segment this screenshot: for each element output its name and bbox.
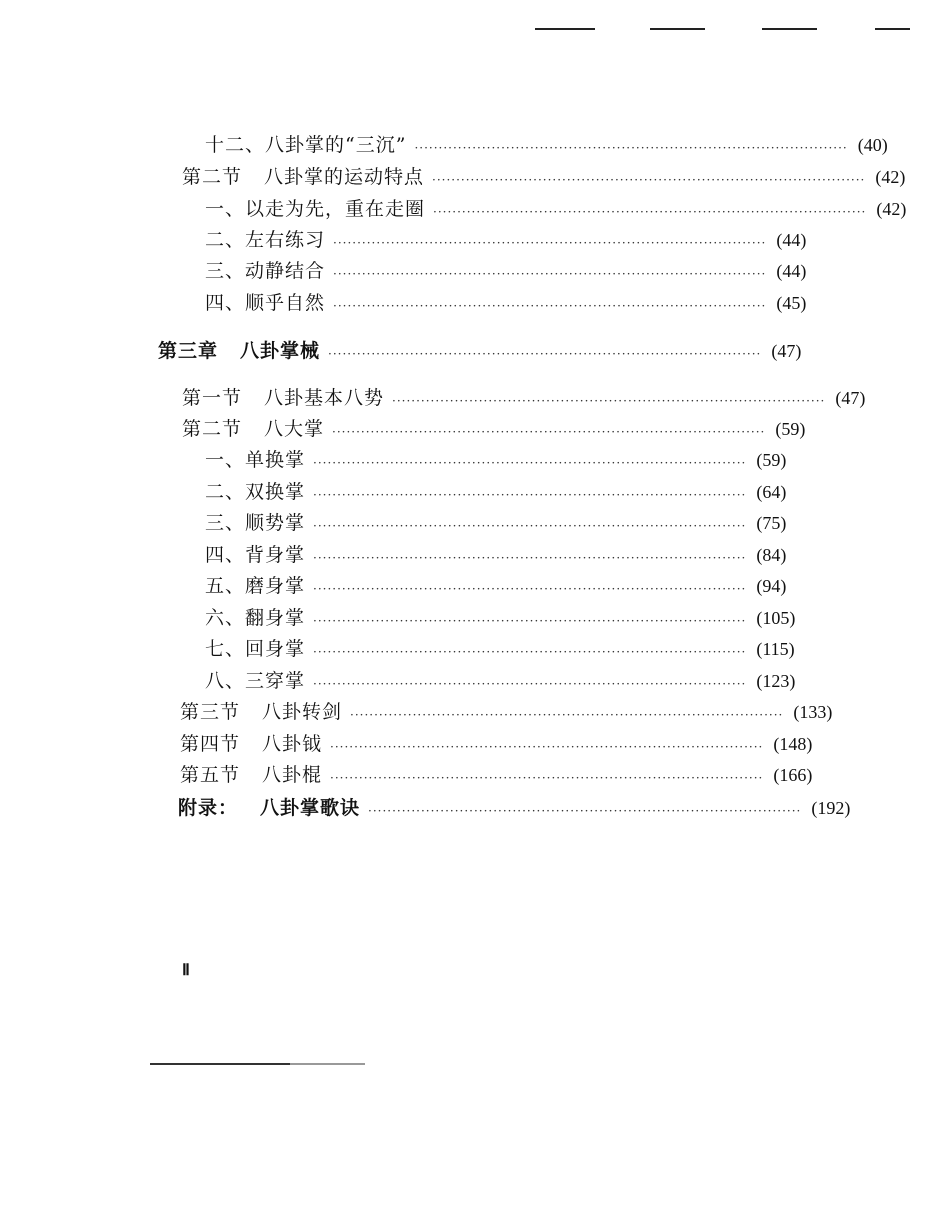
dot-leader: ·························································································· [330,740,764,754]
toc-entry-label: 第三章 [158,340,219,362]
dot-leader: ·························································································· [313,551,747,565]
toc-entry-page: (94) [756,576,787,596]
toc-entry-label: 一、单换掌 [205,449,306,471]
toc-entry-label: 五、磨身掌 [205,575,306,597]
toc-entry-page: (42) [875,167,906,187]
dot-leader: ·························································································· [333,299,767,313]
toc-entry-title: 八卦掌的运动特点 [264,166,425,188]
toc-entry-page: (75) [756,513,787,533]
toc-entry[interactable] [205,572,787,600]
toc-entry-label: 六、翻身掌 [205,607,306,629]
toc-entry-page: (148) [773,734,813,754]
toc-entry[interactable] [205,667,796,695]
toc-entry-label: 第二节 [182,166,243,188]
toc-entry-label: 四、背身掌 [205,544,306,566]
toc-entry-label: 四、顺乎自然 [205,292,326,314]
toc-entry-label: 三、顺势掌 [205,512,306,534]
toc-section-entry[interactable] [182,384,866,412]
toc-entry-label: 八、三穿掌 [205,670,306,692]
toc-entry[interactable] [205,131,888,159]
toc-entry-title: 八卦掌歌诀 [260,797,361,819]
dot-leader: ·························································································· [313,645,747,659]
toc-entry-title: 八卦掌械 [240,340,321,362]
toc-entry-page: (59) [756,450,787,470]
top-rule-4 [875,28,910,30]
dot-leader: ·························································································· [368,804,802,818]
toc-entry-label: 第三节 [180,701,241,723]
dot-leader: ·························································································· [313,614,747,628]
page-number: Ⅱ [182,962,190,979]
toc-entry[interactable] [205,446,787,474]
toc-entry-page: (40) [857,135,888,155]
toc-entry-label: 十二、八卦掌的“三沉” [205,134,407,156]
toc-entry-label: 第一节 [182,387,243,409]
toc-entry-title: 八大掌 [264,418,325,440]
toc-entry-title: 八卦转剑 [262,701,343,723]
toc-section-entry[interactable] [180,761,813,789]
toc-entry[interactable] [205,541,787,569]
toc-entry-label: 第四节 [180,733,241,755]
toc-entry[interactable] [205,635,795,663]
toc-entry[interactable] [205,509,787,537]
toc-entry[interactable] [205,257,807,285]
toc-entry-label: 二、双换掌 [205,481,306,503]
dot-leader: ·························································································· [313,582,747,596]
toc-entry-page: (123) [756,671,796,691]
dot-leader: ·························································································· [414,141,848,155]
toc-entry-label: 第二节 [182,418,243,440]
toc-entry-page: (45) [776,293,807,313]
top-rule-2 [650,28,705,30]
toc-section-entry[interactable] [180,730,813,758]
dot-leader: ·························································································· [313,519,747,533]
toc-entry-label: 第五节 [180,764,241,786]
toc-entry-page: (192) [811,798,851,818]
toc-entry-page: (47) [771,341,802,361]
toc-entry-label: 三、动静结合 [205,260,326,282]
toc-entry-page: (44) [776,261,807,281]
toc-entry-label: 二、左右练习 [205,229,326,251]
scan-artifact-rule [140,1063,365,1065]
dot-leader: ·························································································· [333,236,767,250]
toc-entry[interactable] [205,195,907,223]
toc-entry[interactable] [205,226,807,254]
toc-section-entry[interactable] [180,698,833,726]
toc-entry[interactable] [205,289,807,317]
toc-entry[interactable] [205,604,796,632]
toc-entry-label: 附录： [178,797,239,819]
dot-leader: ·························································································· [350,708,784,722]
dot-leader: ·························································································· [333,267,767,281]
toc-entry-page: (84) [756,545,787,565]
toc-entry-page: (47) [835,388,866,408]
toc-entry-label: 七、回身掌 [205,638,306,660]
top-rule-1 [535,28,595,30]
toc-entry-page: (105) [756,608,796,628]
dot-leader: ·························································································· [332,425,766,439]
toc-entry-page: (64) [756,482,787,502]
toc-section-entry[interactable] [182,415,806,443]
toc-entry-page: (115) [756,639,795,659]
toc-entry-page: (59) [775,419,806,439]
dot-leader: ·························································································· [313,677,747,691]
toc-entry-page: (166) [773,765,813,785]
toc-entry[interactable] [205,478,787,506]
toc-chapter-entry[interactable] [158,337,802,365]
toc-entry-page: (44) [776,230,807,250]
dot-leader: ·························································································· [313,488,747,502]
toc-section-entry[interactable] [182,163,906,191]
dot-leader: ·························································································· [330,771,764,785]
toc-appendix-entry[interactable] [178,794,851,822]
toc-entry-title: 八卦钺 [262,733,323,755]
toc-entry-page: (42) [876,199,907,219]
dot-leader: ·························································································· [313,456,747,470]
toc-entry-title: 八卦棍 [262,764,323,786]
dot-leader: ·························································································· [433,205,867,219]
dot-leader: ·························································································· [432,173,866,187]
toc-entry-title: 八卦基本八势 [264,387,385,409]
dot-leader: ·························································································· [328,347,762,361]
dot-leader: ·························································································· [392,394,826,408]
top-rule-3 [762,28,817,30]
toc-entry-label: 一、以走为先，重在走圈 [205,198,426,220]
toc-entry-page: (133) [793,702,833,722]
